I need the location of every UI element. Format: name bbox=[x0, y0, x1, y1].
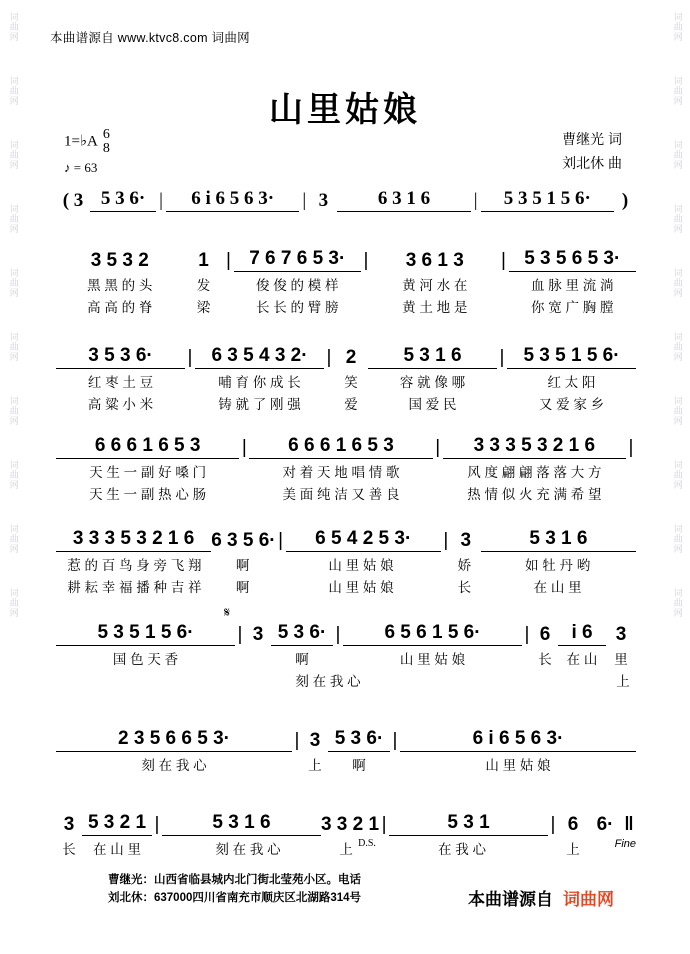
lyric-cell: 哺 育 你 成 长 bbox=[218, 375, 301, 390]
lyric-gap bbox=[361, 296, 371, 316]
watermark-text: 词曲网 bbox=[672, 396, 683, 426]
lyric-gap bbox=[224, 274, 234, 294]
lyric-cell: 天 生 一 副 热 心 肠 bbox=[89, 487, 207, 502]
footer-source bbox=[468, 885, 614, 910]
lyric-cell: 刻 在 我 心 bbox=[295, 674, 361, 689]
lyric-cell: 高 高 的 脊 bbox=[87, 300, 153, 315]
watermark-text: 词曲网 bbox=[672, 204, 683, 234]
lyric-row-2 bbox=[56, 393, 636, 413]
music-system-verse1b bbox=[56, 345, 636, 413]
note-cell: 3 bbox=[63, 814, 75, 835]
note-cell: 5 3 5 1 5 6· bbox=[507, 345, 636, 369]
barline: | bbox=[187, 347, 193, 368]
note-cell: 5 3 1 6 bbox=[481, 528, 636, 552]
watermark-text: 词曲网 bbox=[672, 588, 683, 618]
lyricist-credit: 曹继光 词 bbox=[562, 131, 622, 147]
footer-contact bbox=[108, 872, 361, 908]
barline: | bbox=[381, 814, 387, 835]
watermark-text: 词曲网 bbox=[672, 460, 683, 490]
note-cell-tied: i 6 bbox=[558, 622, 606, 646]
lyric-cell: 惹 的 百 鸟 身 旁 飞 翔 bbox=[67, 558, 202, 573]
note-row bbox=[56, 345, 636, 369]
barline: | bbox=[524, 624, 530, 645]
lyric-cell: 你 宽 广 胸 膛 bbox=[530, 300, 614, 315]
watermark-text: 词曲网 bbox=[672, 140, 683, 170]
final-barline: ‖ bbox=[624, 814, 634, 835]
lyric-row-1 bbox=[56, 838, 636, 858]
note-row bbox=[56, 812, 636, 836]
lyric-cell: 黑 黑 的 头 bbox=[87, 278, 153, 293]
lyric-gap bbox=[390, 754, 400, 774]
footer-source-brand: 词曲网 bbox=[563, 890, 614, 909]
lyric-gap bbox=[239, 483, 249, 503]
lyric-cell: 上 bbox=[566, 842, 580, 857]
lyric-row-1 bbox=[56, 648, 636, 668]
watermark-text: 词曲网 bbox=[8, 12, 19, 42]
note-cell: ( 3 bbox=[62, 190, 84, 211]
music-system-ending bbox=[56, 812, 636, 858]
note-cell: 6 6 6 1 6 5 3 bbox=[56, 435, 239, 459]
note-cell: 6 bbox=[539, 624, 551, 645]
lyric-gap bbox=[522, 648, 532, 668]
note-cell-tied: 6 3 5 6· bbox=[211, 530, 276, 551]
lyric-cell: 长 bbox=[538, 652, 552, 667]
lyric-cell: 对 着 天 地 唱 情 歌 bbox=[282, 465, 400, 480]
tempo-mark: ♪ = 63 bbox=[64, 160, 98, 175]
barline: | bbox=[501, 250, 506, 271]
lyric-gap bbox=[626, 483, 636, 503]
note-cell: 6 3 5 4 3 2· bbox=[195, 345, 324, 369]
lyric-cell: 黄 河 水 在 bbox=[402, 278, 468, 293]
barline: | bbox=[335, 624, 341, 645]
lyric-cell: 娇 bbox=[457, 558, 472, 573]
lyric-gap bbox=[600, 670, 610, 690]
lyric-row-1 bbox=[56, 554, 636, 574]
note-cell: 6 5 6 1 5 6· bbox=[343, 622, 522, 646]
lyric-cell: 上 bbox=[616, 674, 630, 689]
watermark-text: 词曲网 bbox=[8, 396, 19, 426]
page-title: 山里姑娘 bbox=[269, 91, 421, 129]
barline: | bbox=[237, 624, 243, 645]
lyric-gap bbox=[499, 296, 509, 316]
lyric-cell: 笑 bbox=[344, 375, 358, 390]
note-cell: ) bbox=[621, 190, 629, 211]
lyric-cell: 红 太 阳 bbox=[547, 375, 596, 390]
lyric-row-2 bbox=[56, 296, 636, 316]
barline: | bbox=[302, 190, 307, 211]
music-system-intro bbox=[56, 188, 636, 212]
note-cell: 6 5 4 2 5 3· bbox=[286, 528, 441, 552]
lyric-cell: 在 山 里 bbox=[533, 580, 582, 595]
key-signature-label: 1= bbox=[64, 133, 80, 150]
barline: | bbox=[392, 730, 398, 751]
score-sheet bbox=[28, 0, 662, 954]
music-system-verse1a bbox=[56, 248, 636, 316]
barline: | bbox=[443, 530, 449, 551]
lyric-cell: 在 山 bbox=[566, 652, 598, 667]
lyric-gap bbox=[497, 393, 507, 413]
lyric-row-2 bbox=[56, 576, 636, 596]
note-cell: 5 3 5 1 5 6· bbox=[481, 188, 614, 212]
watermark-text: 词曲网 bbox=[672, 76, 683, 106]
barline: | bbox=[278, 530, 284, 551]
lyric-cell: 国 爱 民 bbox=[408, 397, 457, 412]
lyric-cell: 发 bbox=[196, 278, 211, 293]
time-signature-top: 6 bbox=[102, 127, 110, 142]
lyric-cell: 刻 在 我 心 bbox=[215, 842, 281, 857]
note-cell: 6 bbox=[567, 814, 579, 835]
barline: | bbox=[435, 437, 441, 458]
lyric-cell: 上 bbox=[339, 842, 353, 857]
barline: | bbox=[326, 347, 332, 368]
key-signature bbox=[64, 128, 110, 156]
lyric-cell: 耕 耘 幸 福 播 种 吉 祥 bbox=[67, 580, 202, 595]
lyric-gap bbox=[235, 648, 245, 668]
lyric-row-2 bbox=[56, 483, 636, 503]
lyric-gap bbox=[292, 754, 302, 774]
note-cell: 3 bbox=[252, 624, 264, 645]
note-cell: 5 3 1 6 bbox=[368, 345, 497, 369]
note-cell: 3 bbox=[309, 730, 321, 751]
lyric-cell: 上 bbox=[308, 758, 322, 773]
note-cell: 3 3 2 1 bbox=[320, 814, 380, 835]
note-cell: 6 3 1 6 bbox=[337, 188, 470, 212]
lyric-cell: 美 面 纯 洁 又 善 良 bbox=[282, 487, 400, 502]
barline: | bbox=[159, 190, 163, 211]
footer-contact-line: 刘北休：637000四川省南充市顺庆区北湖路314号 bbox=[108, 892, 362, 905]
lyric-gap bbox=[324, 393, 334, 413]
lyric-cell: 长 bbox=[62, 842, 76, 857]
lyric-cell: 俊 俊 的 模 样 bbox=[255, 278, 339, 293]
lyric-cell: 血 脉 里 流 淌 bbox=[530, 278, 614, 293]
barline: | bbox=[241, 437, 247, 458]
watermark-text: 词曲网 bbox=[8, 204, 19, 234]
note-cell: 6 i 6 5 6 3· bbox=[166, 188, 299, 212]
note-cell: 5 3 6· bbox=[271, 622, 333, 646]
lyric-gap bbox=[433, 483, 443, 503]
watermark-column-left bbox=[0, 0, 26, 954]
note-cell: 5 3 6· bbox=[90, 188, 156, 212]
lyric-cell: 在 我 心 bbox=[437, 842, 486, 857]
watermark-text: 词曲网 bbox=[672, 524, 683, 554]
lyric-cell: 铸 就 了 刚 强 bbox=[218, 397, 301, 412]
lyric-cell: 爱 bbox=[344, 397, 358, 412]
lyric-gap bbox=[239, 461, 249, 481]
watermark-text: 词曲网 bbox=[672, 332, 683, 362]
watermark-text: 词曲网 bbox=[672, 268, 683, 298]
note-row bbox=[56, 622, 636, 646]
lyric-cell: 高 粱 小 米 bbox=[87, 397, 154, 412]
lyric-gap bbox=[439, 554, 449, 574]
barline: | bbox=[363, 250, 369, 271]
lyric-gap bbox=[273, 554, 283, 574]
barline: | bbox=[550, 814, 556, 835]
lyric-gap bbox=[499, 274, 509, 294]
lyric-gap bbox=[273, 576, 283, 596]
lyric-cell: 啊 bbox=[235, 580, 250, 595]
barline: | bbox=[154, 814, 160, 835]
key-signature-key: A bbox=[87, 133, 98, 150]
note-cell: 5 3 6· bbox=[328, 728, 390, 752]
barline: | bbox=[294, 730, 300, 751]
lyric-gap bbox=[361, 274, 371, 294]
note-row bbox=[56, 728, 636, 752]
music-system-bridge bbox=[56, 728, 636, 774]
lyric-cell: 山 里 姑 娘 bbox=[485, 758, 551, 773]
lyric-gap bbox=[324, 371, 334, 391]
time-signature-bottom: 8 bbox=[102, 141, 110, 156]
note-cell: 3 3 3 5 3 2 1 6 bbox=[56, 528, 211, 552]
watermark-text: 词曲网 bbox=[672, 12, 683, 42]
time-signature bbox=[103, 128, 110, 156]
barline: | bbox=[473, 190, 478, 211]
source-credit-top: 本曲谱源自 www.ktvc8.com 词曲网 bbox=[50, 31, 250, 45]
lyric-cell: 又 爱 家 乡 bbox=[538, 397, 605, 412]
lyric-row-1 bbox=[56, 754, 636, 774]
watermark-text: 词曲网 bbox=[8, 460, 19, 490]
lyric-row-2 bbox=[56, 670, 636, 690]
note-cell-tied: 5 3 1 bbox=[389, 812, 548, 836]
fine-mark: Fine bbox=[614, 838, 637, 850]
lyric-cell: 风 度 翩 翩 落 落 大 方 bbox=[467, 465, 602, 480]
composer-credit: 刘北休 曲 bbox=[562, 154, 622, 171]
note-cell: 3 bbox=[460, 530, 472, 551]
music-system-chorus-a bbox=[56, 435, 636, 503]
barline: | bbox=[499, 347, 505, 368]
lyric-cell: 在 山 里 bbox=[92, 842, 141, 857]
lyric-gap bbox=[333, 648, 343, 668]
note-cell-tied: 5 3 1 6 bbox=[162, 812, 321, 836]
segno-sign: 𝄋 bbox=[224, 604, 231, 620]
watermark-text: 词曲网 bbox=[8, 524, 19, 554]
lyric-gap bbox=[497, 371, 507, 391]
note-cell: 5 3 5 1 5 6· bbox=[56, 622, 235, 646]
note-row bbox=[56, 528, 636, 552]
lyric-cell: 长 bbox=[457, 580, 472, 595]
key-signature-flat: ♭ bbox=[79, 133, 88, 150]
lyric-cell: 天 生 一 副 好 嗓 门 bbox=[89, 465, 207, 480]
watermark-text: 词曲网 bbox=[8, 588, 19, 618]
note-row bbox=[56, 188, 636, 212]
lyric-cell bbox=[245, 648, 271, 668]
lyric-cell: 容 就 像 哪 bbox=[399, 375, 466, 390]
credits bbox=[562, 128, 622, 176]
footer-contact-line: 曹继光：山西省临县城内北门街北莹苑小区。电话 bbox=[108, 874, 361, 887]
lyric-gap bbox=[185, 371, 195, 391]
lyric-gap bbox=[626, 461, 636, 481]
note-cell-tied: 2 3 5 6 6 5 3· bbox=[56, 728, 292, 752]
watermark-column-right bbox=[664, 0, 690, 954]
lyric-cell: 刻 在 我 心 bbox=[141, 758, 207, 773]
lyric-cell: 梁 bbox=[196, 300, 211, 315]
note-cell: 1 bbox=[198, 250, 209, 271]
lyric-gap bbox=[433, 461, 443, 481]
watermark-text: 词曲网 bbox=[8, 268, 19, 298]
music-system-chorus-b bbox=[56, 528, 636, 596]
watermark-text: 词曲网 bbox=[8, 332, 19, 362]
lyric-cell: 国 色 天 香 bbox=[112, 652, 179, 667]
lyric-row-1 bbox=[56, 274, 636, 294]
note-cell: 3 5 3 6· bbox=[56, 345, 185, 369]
music-system-chorus-c bbox=[56, 604, 636, 690]
note-cell: 2 bbox=[345, 347, 357, 368]
note-cell: 3 5 3 2 bbox=[90, 250, 149, 271]
lyric-cell: 山 里 姑 娘 bbox=[328, 558, 394, 573]
note-cell: 3 bbox=[318, 190, 329, 211]
lyric-cell: 长 长 的 臂 膀 bbox=[255, 300, 339, 315]
lyric-row-1 bbox=[56, 461, 636, 481]
barline: | bbox=[226, 250, 231, 271]
lyric-cell: 啊 bbox=[295, 652, 309, 667]
note-cell: 3 6 1 3 bbox=[405, 250, 464, 271]
lyric-cell: 啊 bbox=[235, 558, 250, 573]
lyric-cell: 红 枣 土 豆 bbox=[87, 375, 154, 390]
lyric-gap bbox=[548, 838, 558, 858]
note-cell-tied: 5 3 2 1 bbox=[82, 812, 152, 836]
watermark-text: 词曲网 bbox=[8, 76, 19, 106]
note-row bbox=[56, 435, 636, 459]
lyric-cell: 黄 土 地 是 bbox=[402, 300, 468, 315]
note-cell: 7 6 7 6 5 3· bbox=[234, 248, 362, 272]
watermark-text: 词曲网 bbox=[8, 140, 19, 170]
note-cell: 3 3 3 5 3 2 1 6 bbox=[443, 435, 626, 459]
lyric-cell: 如 牡 丹 哟 bbox=[525, 558, 591, 573]
note-row bbox=[56, 248, 636, 272]
lyric-gap bbox=[224, 296, 234, 316]
note-cell: 6· bbox=[596, 814, 614, 835]
lyric-cell: 山 里 姑 娘 bbox=[399, 652, 466, 667]
lyric-gap bbox=[439, 576, 449, 596]
note-cell: 6 i 6 5 6 3· bbox=[400, 728, 636, 752]
lyric-gap bbox=[185, 393, 195, 413]
lyric-row-1 bbox=[56, 371, 636, 391]
note-cell: 6 6 6 1 6 5 3 bbox=[249, 435, 432, 459]
ds-mark: D.S. bbox=[358, 838, 376, 849]
lyric-cell: 山 里 姑 娘 bbox=[328, 580, 394, 595]
note-cell: 3 bbox=[615, 624, 627, 645]
note-cell: 5 3 5 6 5 3· bbox=[509, 248, 637, 272]
lyric-cell: 热 情 似 火 充 满 希 望 bbox=[467, 487, 602, 502]
footer-source-prefix: 本曲谱源自 bbox=[468, 890, 553, 909]
lyric-gap bbox=[152, 838, 162, 858]
lyric-cell: 里 bbox=[614, 652, 628, 667]
lyric-cell: 啊 bbox=[352, 758, 366, 773]
barline: | bbox=[628, 437, 634, 458]
